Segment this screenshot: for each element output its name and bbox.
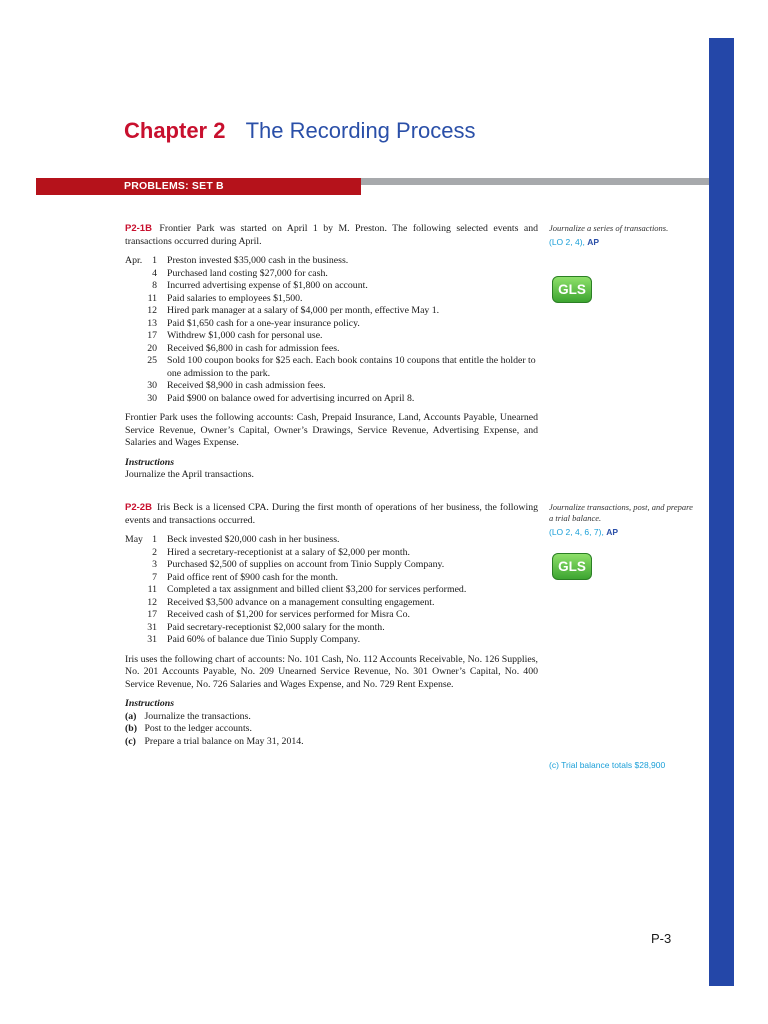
- transaction-day: 25: [147, 355, 157, 366]
- lo-text: (LO 2, 4, 6, 7),: [549, 527, 604, 537]
- transaction-day: 8: [152, 280, 157, 291]
- transaction-month: [125, 318, 141, 331]
- problem-intro-text: Frontier Park was started on April 1 by M. Preston. The following selected events and transactions occurred during April.: [125, 223, 538, 247]
- problem-p2-1b: [125, 223, 538, 482]
- transaction-text: Paid 60% of balance due Tinio Supply Company.: [167, 634, 361, 645]
- transaction-text: Incurred advertising expense of $1,800 on account.: [167, 280, 368, 291]
- transaction-row: [125, 609, 538, 622]
- lo-text: (LO 2, 4),: [549, 237, 585, 247]
- instruction-label: (c): [125, 735, 136, 747]
- transaction-row: [125, 597, 538, 610]
- transaction-month: [125, 559, 141, 572]
- transaction-row: [125, 293, 538, 306]
- transaction-day: 7: [152, 571, 157, 583]
- transaction-day: 11: [147, 584, 157, 595]
- transaction-month: [125, 393, 141, 406]
- transaction-text: Received $8,900 in cash admission fees.: [167, 380, 326, 391]
- transaction-month: Apr.: [125, 255, 143, 266]
- transaction-day: 2: [152, 546, 157, 558]
- learning-objectives: [549, 527, 699, 538]
- chapter-label: Chapter 2: [124, 118, 226, 143]
- margin-note-text: Journalize a series of transactions.: [549, 223, 669, 233]
- transaction-text: Withdrew $1,000 cash for personal use.: [167, 330, 323, 341]
- transaction-text: Sold 100 coupon books for $25 each. Each book contains 10 coupons that entitle the holder to one admission to the park.: [167, 355, 536, 379]
- gls-badge: GLS: [552, 276, 592, 303]
- ap-label: AP: [587, 237, 600, 247]
- instruction-text: Journalize the transactions.: [144, 710, 251, 722]
- transaction-text: Completed a tax assignment and billed client $3,200 for services performed.: [167, 584, 467, 595]
- transaction-text: Hired a secretary-receptionist at a salary of $2,000 per month.: [167, 546, 410, 558]
- transaction-month: [125, 622, 141, 635]
- transaction-month: [125, 330, 141, 343]
- transaction-month: [125, 572, 141, 585]
- transaction-month: [125, 547, 141, 560]
- gls-badge: GLS: [552, 553, 592, 580]
- section-band-label: PROBLEMS: SET B: [124, 180, 224, 192]
- transaction-list: [125, 534, 538, 647]
- transaction-day: 11: [147, 292, 157, 304]
- transaction-row: [125, 634, 538, 647]
- transaction-text: Preston invested $35,000 cash in the business.: [167, 255, 349, 266]
- margin-note-p2-2b: [549, 502, 699, 538]
- transaction-text: Paid $900 on balance owed for advertising incurred on April 8.: [167, 392, 415, 404]
- problem-p2-2b: [125, 502, 538, 748]
- instruction-label: (a): [125, 710, 137, 722]
- transaction-list: [125, 255, 538, 405]
- transaction-text: Purchased land costing $27,000 for cash.: [167, 267, 328, 279]
- transaction-day: 30: [147, 380, 157, 391]
- transaction-month: [125, 355, 141, 380]
- transaction-row: [125, 255, 538, 268]
- margin-note-p2-1b: [549, 223, 699, 248]
- transaction-month: [125, 634, 141, 647]
- transaction-text: Received $3,500 advance on a management consulting engagement.: [167, 596, 435, 608]
- instruction-text: Prepare a trial balance on May 31, 2014.: [144, 735, 304, 747]
- transaction-month: [125, 584, 141, 597]
- instruction-text: Post to the ledger accounts.: [144, 723, 252, 734]
- transaction-month: [125, 343, 141, 356]
- transaction-day: 31: [147, 621, 157, 633]
- transaction-text: Purchased $2,500 of supplies on account from Tinio Supply Company.: [167, 559, 445, 570]
- transaction-row: [125, 305, 538, 318]
- problem-id: P2-1B: [125, 223, 152, 234]
- margin-note-text: Journalize transactions, post, and prepare a trial balance.: [549, 502, 693, 523]
- transaction-row: [125, 380, 538, 393]
- transaction-row: [125, 280, 538, 293]
- transaction-text: Paid secretary-receptionist $2,000 salary for the month.: [167, 621, 385, 633]
- transaction-text: Received cash of $1,200 for services performed for Misra Co.: [167, 609, 410, 620]
- transaction-text: Received $6,800 in cash for admission fees.: [167, 342, 340, 354]
- transaction-row: [125, 318, 538, 331]
- instruction-item: [125, 711, 538, 724]
- transaction-month: [125, 305, 141, 318]
- transaction-day: 30: [147, 392, 157, 404]
- instruction-item: [125, 736, 538, 749]
- transaction-month: [125, 597, 141, 610]
- transaction-text: Hired park manager at a salary of $4,000 per month, effective May 1.: [167, 305, 440, 316]
- transaction-day: 13: [147, 317, 157, 329]
- instruction-label: (b): [125, 723, 137, 734]
- instructions-heading: Instructions: [125, 698, 175, 709]
- transaction-text: Paid salaries to employees $1,500.: [167, 292, 303, 304]
- instructions-text: Journalize the April transactions.: [125, 469, 254, 480]
- accounts-paragraph: Frontier Park uses the following accounts: Cash, Prepaid Insurance, Land, Accounts Payable, Unearned Service Revenue, Owner’s Capital, Owner’s Drawings, Service Revenue, Advertising Expense, and Salaries and Wages Expense.: [125, 412, 538, 448]
- transaction-row: [125, 559, 538, 572]
- transaction-row: [125, 584, 538, 597]
- chapter-heading: [124, 118, 476, 144]
- problem-id: P2-2B: [125, 502, 152, 513]
- instructions-heading: Instructions: [125, 456, 175, 468]
- page-number: P-3: [651, 931, 672, 946]
- transaction-text: Paid office rent of $900 cash for the month.: [167, 571, 338, 583]
- transaction-row: [125, 330, 538, 343]
- transaction-row: [125, 547, 538, 560]
- transaction-day: 4: [152, 267, 157, 279]
- transaction-day: 12: [147, 305, 157, 316]
- problem-intro-text: Iris Beck is a licensed CPA. During the first month of operations of her business, the following events and transactions occurred.: [125, 502, 538, 526]
- transaction-month: [125, 268, 141, 281]
- transaction-day: 12: [147, 596, 157, 608]
- chapter-name: The Recording Process: [245, 118, 476, 143]
- transaction-day: 1: [152, 255, 157, 266]
- transaction-day: 17: [147, 330, 157, 341]
- check-figure-note: (c) Trial balance totals $28,900: [549, 760, 666, 770]
- transaction-row: [125, 393, 538, 406]
- problem-intro: [125, 223, 538, 248]
- problem-intro: [125, 502, 538, 527]
- transaction-day: 31: [147, 634, 157, 645]
- transaction-month: May: [125, 534, 143, 545]
- transaction-row: [125, 572, 538, 585]
- transaction-month: [125, 380, 141, 393]
- transaction-text: Paid $1,650 cash for a one-year insurance policy.: [167, 317, 360, 329]
- learning-objectives: [549, 237, 699, 248]
- page-edge-bar: [709, 38, 734, 986]
- transaction-month: [125, 293, 141, 306]
- transaction-row: [125, 622, 538, 635]
- transaction-text: Beck invested $20,000 cash in her business.: [167, 534, 340, 545]
- transaction-day: 17: [147, 609, 157, 620]
- transaction-month: [125, 609, 141, 622]
- instruction-item: [125, 723, 538, 736]
- transaction-row: [125, 268, 538, 281]
- section-rule: [361, 178, 709, 185]
- transaction-day: 20: [147, 342, 157, 354]
- transaction-row: [125, 534, 538, 547]
- section-band: [36, 178, 361, 195]
- transaction-row: [125, 355, 538, 380]
- transaction-day: 3: [152, 559, 157, 570]
- transaction-month: [125, 280, 141, 293]
- transaction-row: [125, 343, 538, 356]
- transaction-day: 1: [152, 534, 157, 545]
- accounts-paragraph: Iris uses the following chart of accounts: No. 101 Cash, No. 112 Accounts Receivable, No. 126 Supplies, No. 201 Accounts Payable, No. 209 Unearned Service Revenue, No. 301 Owner’s Capital, No. 400 Service Revenue, No. 726 Salaries and Wages Expense, and No. 729 Rent Expense.: [125, 653, 538, 690]
- ap-label: AP: [606, 527, 618, 537]
